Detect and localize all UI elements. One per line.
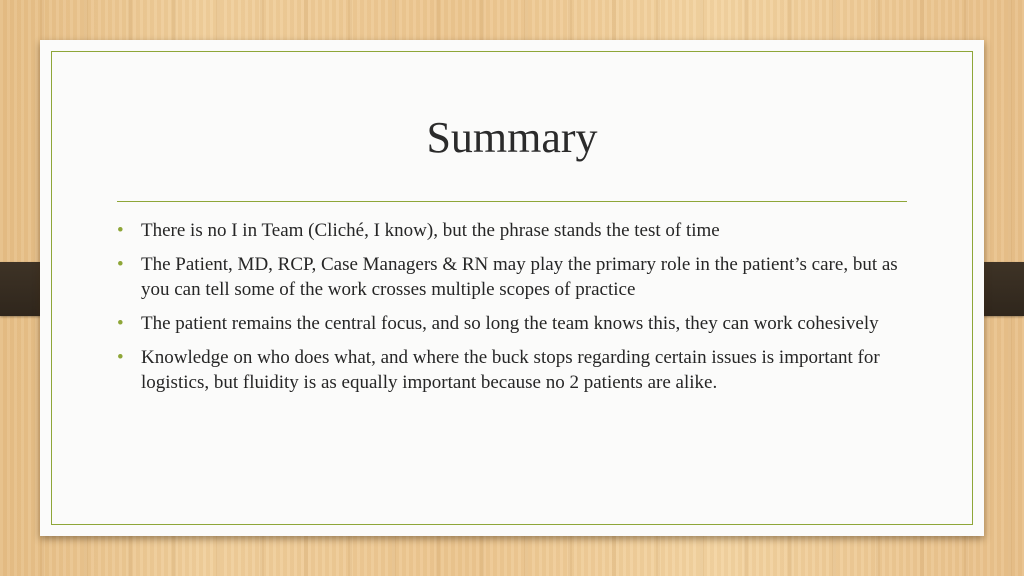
bullet-text: There is no I in Team (Cliché, I know), but the phrase stands the test of time: [141, 220, 720, 241]
bullet-icon: •: [117, 254, 124, 275]
bullet-icon: •: [117, 347, 124, 368]
bullet-item-2: [117, 252, 907, 302]
bullet-text: Knowledge on who does what, and where the buck stops regarding certain issues is important for logistics, but fluidity is as equally important because no 2 patients are alike.: [141, 347, 880, 393]
title-divider: [117, 201, 907, 202]
slide-title: Summary: [426, 113, 598, 162]
bullet-icon: •: [117, 313, 124, 334]
bullet-icon: •: [117, 220, 124, 241]
bullet-text: The patient remains the central focus, and so long the team knows this, they can work cohesively: [141, 313, 879, 334]
bullet-item-3: [117, 311, 907, 336]
bullet-item-1: [117, 218, 907, 243]
bullet-list: [117, 218, 907, 404]
bullet-item-4: [117, 345, 907, 395]
bullet-text: The Patient, MD, RCP, Case Managers & RN may play the primary role in the patient’s care, but as you can tell some of the work crosses multiple scopes of practice: [141, 254, 898, 300]
